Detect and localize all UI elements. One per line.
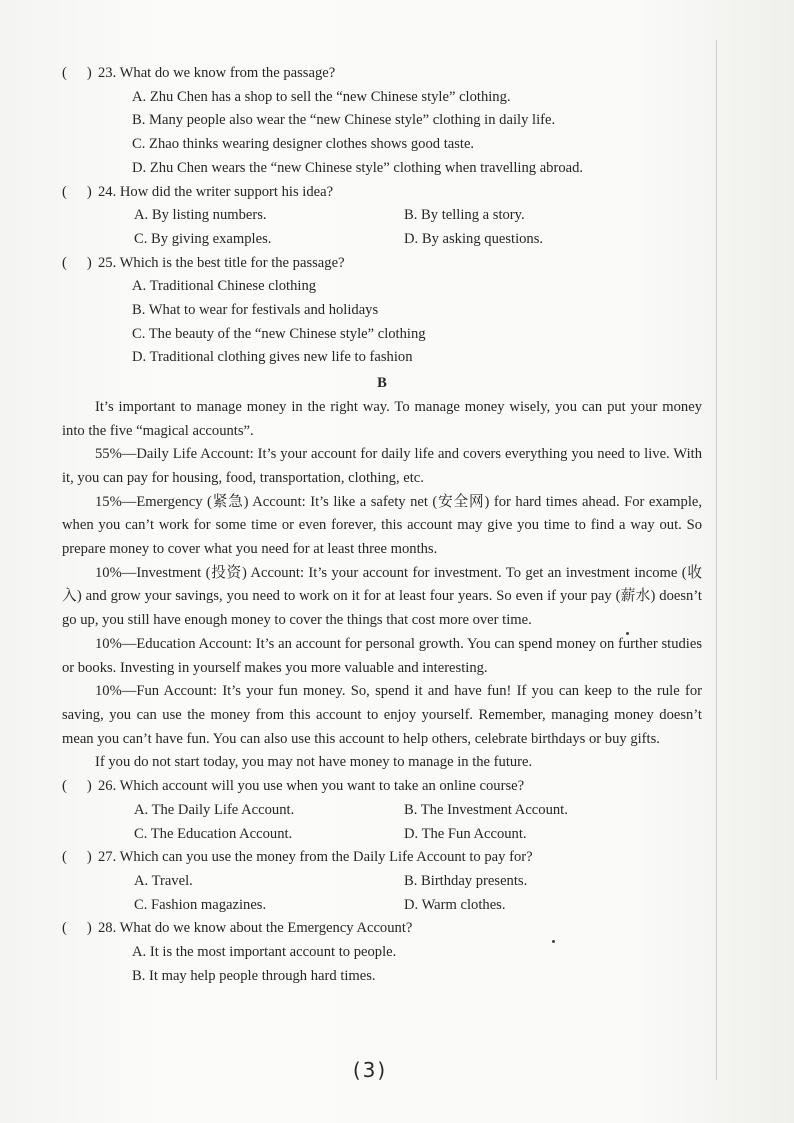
passage-paragraph: It’s important to manage money in the right way. To manage money wisely, you can put your money into the five “magical accounts”. [62,398,702,439]
option-c: C. The Education Account. [134,825,293,842]
question-24 [62,181,702,252]
page-number: (3) [352,1058,388,1082]
ink-speck [626,632,629,635]
page-content [62,62,702,988]
option-d: D. Zhu Chen wears the “new Chinese style” clothing when travelling abroad. [132,159,584,176]
option-b: B. It may help people through hard times. [132,967,376,984]
option-a: A. Travel. [134,872,193,889]
option-b: B. The Investment Account. [404,801,568,818]
option-b: B. Many people also wear the “new Chinese style” clothing in daily life. [132,112,556,129]
answer-blank[interactable] [62,62,98,86]
question-27 [62,846,702,917]
question-text: 28. What do we know about the Emergency Account? [98,920,413,937]
answer-blank[interactable] [62,775,98,799]
option-a: A. By listing numbers. [134,207,267,224]
option-c: C. Fashion magazines. [134,896,267,913]
option-c: C. The beauty of the “new Chinese style” clothing [132,325,426,342]
option-a: A. Traditional Chinese clothing [132,278,317,295]
question-28 [62,917,702,988]
option-a: A. The Daily Life Account. [134,801,295,818]
question-23 [62,62,702,181]
answer-blank[interactable] [62,917,98,941]
option-d: D. By asking questions. [404,230,544,247]
answer-blank[interactable] [62,252,98,276]
section-title: B [377,375,387,392]
question-text: 27. Which can you use the money from the Daily Life Account to pay for? [98,849,533,866]
option-d: D. The Fun Account. [404,825,527,842]
option-b: B. Birthday presents. [404,872,528,889]
question-text: 24. How did the writer support his idea? [98,183,334,200]
passage-paragraph: 10%—Fun Account: It’s your fun money. So, spend it and have fun! If you can keep to the rule for saving, you can use the money from this account to enjoy yourself. Remember, managing money doesn’t mean you can’t have fun. You can also use this account to help others, celebrate birthdays or buy gifts. [62,683,702,747]
question-26 [62,775,702,846]
question-text: 25. Which is the best title for the passage? [98,254,345,271]
option-b: B. By telling a story. [404,207,525,224]
passage-paragraph: If you do not start today, you may not have money to manage in the future. [95,754,533,771]
question-text: 23. What do we know from the passage? [98,65,336,81]
option-a: A. Zhu Chen has a shop to sell the “new Chinese style” clothing. [132,88,511,105]
option-d: D. Traditional clothing gives new life to fashion [132,349,413,366]
passage-paragraph: 15%—Emergency (紧急) Account: It’s like a safety net (安全网) for hard times ahead. For example, when you can’t work for some time or even forever, this account may give you time to find a way out. So prepare money to cover what you need for at least three months. [62,493,702,558]
reading-passage [62,396,702,775]
passage-paragraph: 10%—Education Account: It’s an account for personal growth. You can spend money on further studies or books. Investing in yourself makes you more valuable and interesting. [62,635,702,676]
option-c: C. Zhao thinks wearing designer clothes shows good taste. [132,136,475,153]
question-25 [62,252,702,371]
option-d: D. Warm clothes. [404,896,506,913]
option-c: C. By giving examples. [134,230,272,247]
option-a: A. It is the most important account to people. [132,944,397,961]
answer-blank[interactable] [62,846,98,870]
passage-paragraph: 55%—Daily Life Account: It’s your account for daily life and covers everything you need to live. With it, you can pay for housing, food, transportation, clothing, etc. [62,446,702,486]
page-edge-line [716,40,717,1080]
passage-paragraph: 10%—Investment (投资) Account: It’s your account for investment. To get an investment income (收入) and grow your savings, you need to work on it for at least four years. So even if your pay (薪水) doesn’t go up, you still have enough money to cover the things that cost more over time. [62,564,702,629]
option-b: B. What to wear for festivals and holidays [132,302,379,319]
question-text: 26. Which account will you use when you want to take an online course? [98,778,525,795]
answer-blank[interactable] [62,181,98,205]
ink-speck [552,940,555,943]
